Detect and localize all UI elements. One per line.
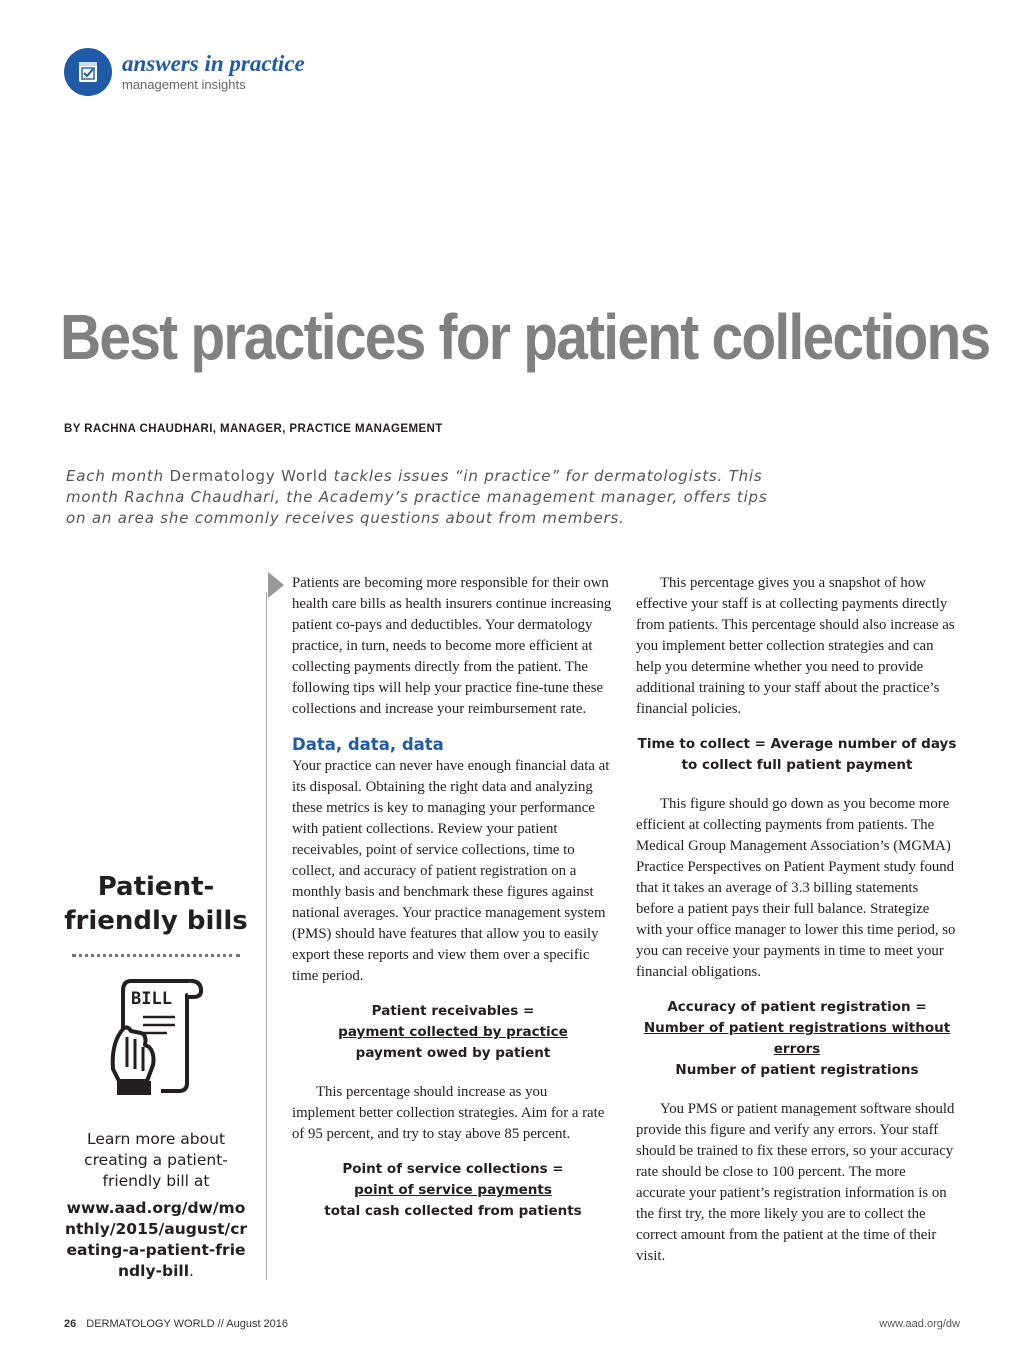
column-divider [266,592,267,1280]
formula2-line1: Point of service collections = [342,1161,564,1177]
sidebar-text: Learn more about creating a patient-friendly bill at [84,1130,228,1190]
formula1-numerator: payment collected by practice [338,1024,568,1040]
sidebar-link-url[interactable]: www.aad.org/dw/monthly/2015/august/creating-a-patient-friendly-bill [64,1199,248,1280]
col2-paragraph-1: This percentage gives you a snapshot of how effective your staff is at collecting payments directly from patients. This percentage should also increase as you implement better collection strategies and can help you determine whether you need to provide additional training to your staff about the practice’s financial policies. [636,575,955,717]
formula-point-of-service [292,1159,614,1222]
brand-subtitle: management insights [122,77,246,92]
intro-part2: tackles issues “in practice” for dermatologists. This month Rachna Chaudhari, the Academy’s practice management manager, offers tips on an area she commonly receives questions about from members. [66,467,768,527]
formula2-numerator: point of service payments [354,1182,552,1198]
intro-publication: Dermatology World [169,467,329,485]
col1-paragraph-2: Your practice can never have enough financial data at its disposal. Obtaining the right data and analyzing these metrics is key to managing your performance with patient collections. Review your patient receivables, point of service collections, time to collect, and accuracy of patient registration on a monthly basis and benchmark these figures against national averages. Your practice management system (PMS) should have features that allow you to easily export these reports and view them over a specific time period. [292,758,610,984]
formula-patient-receivables [292,1001,614,1064]
formula2-denominator: total cash collected from patients [324,1203,582,1219]
formula3-line1: Time to collect = Average number of days to collect full patient payment [637,736,957,773]
sidebar-link-end: . [189,1262,194,1280]
sidebar [62,870,250,1282]
sidebar-link[interactable] [62,1198,250,1282]
brand-header [64,48,305,96]
formula1-line1: Patient receivables = [371,1003,535,1019]
intro-part1: Each month [66,467,170,485]
footer-url[interactable]: www.aad.org/dw [879,1318,960,1330]
section-heading: Data, data, data [292,735,444,754]
article-start-arrow-icon [268,572,284,598]
col2-paragraph-3: You PMS or patient management software should provide this figure and verify any errors. Your staff should be trained to fix these errors, so your accuracy rate should be close to 100 percent. The more accurate your patient’s registration information is on the first try, the more likely you are to collect the correct amount from the patient at the time of their visit. [636,1101,955,1264]
footer-date: August 2016 [226,1318,289,1330]
brand-title: answers in practice [122,51,305,76]
dotted-divider [72,954,240,957]
formula4-numerator: Number of patient registrations without errors [643,1020,951,1057]
formula4-line1: Accuracy of patient registration = [667,999,927,1015]
formula1-denominator: payment owed by patient [355,1045,551,1061]
col2-paragraph-2: This figure should go down as you become more efficient at collecting payments from patients. The Medical Group Management Association’s (MGMA) Practice Perspectives on Patient Payment study found that it takes an average of 3.3 billing statements before a patient pays their full balance. Strategize with your office manager to lower this time period, so you can receive your payments in time to meet your financial obligations. [636,796,956,980]
article-headline: Best practices for patient collections [60,301,990,373]
intro-paragraph [66,466,786,529]
formula-time-to-collect [636,734,958,776]
footer-left [64,1318,288,1330]
checklist-icon [64,48,112,96]
article-column-1 [292,573,614,1240]
formula-registration-accuracy [636,997,958,1081]
byline: BY RACHNA CHAUDHARI, MANAGER, PRACTICE MANAGEMENT [64,423,443,435]
sidebar-title: Patient-friendly bills [64,872,248,936]
col1-paragraph-1: Patients are becoming more responsible for their own health care bills as health insurers continue increasing patient co-pays and deductibles. Your dermatology practice, in turn, needs to become more efficient at collecting payments directly from the patient. The following tips will help your practice fine-tune these collections and increase your reimbursement rate. [292,575,612,717]
footer-publication: DERMATOLOGY WORLD [86,1318,215,1330]
bill-icon-label: BILL [131,989,172,1009]
bill-hand-icon [101,973,211,1103]
formula4-denominator: Number of patient registrations [675,1062,919,1078]
footer-separator: // [217,1318,224,1330]
article-column-2 [636,573,958,1267]
page-number: 26 [64,1318,77,1330]
col1-paragraph-3: This percentage should increase as you implement better collection strategies. Aim for a rate of 95 percent, and try to stay above 85 percent. [292,1084,605,1142]
